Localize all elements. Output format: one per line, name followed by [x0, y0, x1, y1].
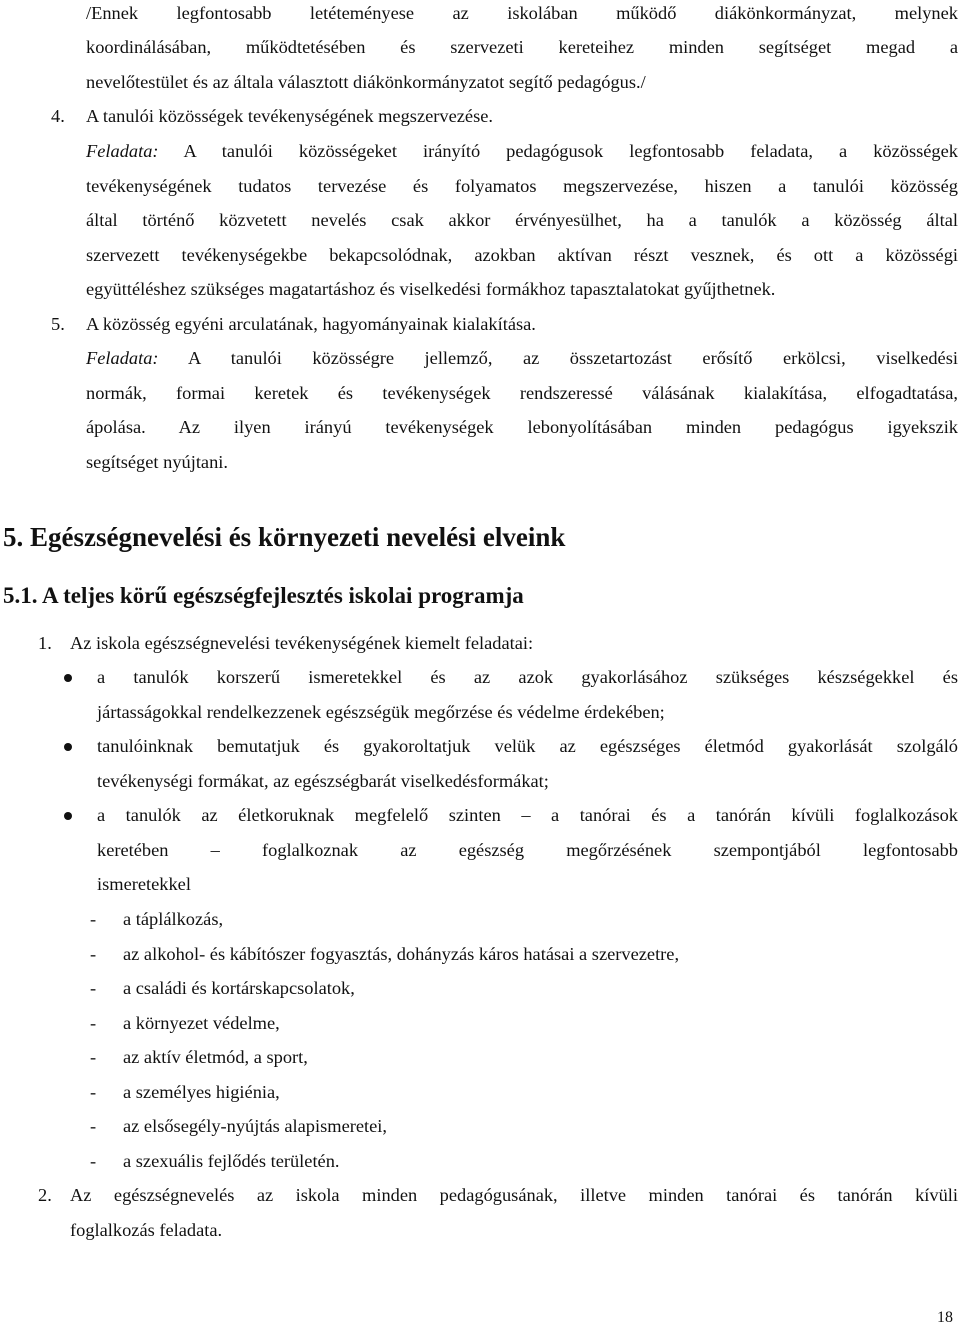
dash-marker: -	[90, 944, 97, 964]
dash-item-3: a családi és kortárskapcsolatok,	[123, 978, 355, 998]
dash-marker: -	[90, 1013, 97, 1033]
list2-line-1: Az egészségnevelés az iskola minden pedagógusának, illetve minden tanórai és tanórán kívüli	[70, 1185, 958, 1205]
dash-item-4: a környezet védelme,	[123, 1013, 280, 1033]
bullet3-line-1: a tanulók az életkoruknak megfelelő szinten – a tanórai és a tanórán kívüli foglalkozások	[97, 805, 958, 825]
dash-marker: -	[90, 1082, 97, 1102]
bullet-dot-2	[64, 743, 72, 751]
dash-item-8: a szexuális fejlődés területén.	[123, 1151, 340, 1171]
heading-section-5-1: 5.1. A teljes körű egészségfejlesztés iskolai programja	[3, 583, 524, 608]
dash-item-7: az elsősegély-nyújtás alapismeretei,	[123, 1116, 388, 1136]
dash-marker: -	[90, 1047, 97, 1067]
item4-label: Feladata:	[86, 141, 159, 161]
list1-number: 1.	[38, 633, 52, 653]
bullet-dot-1	[64, 674, 72, 682]
item4-text-3: által történő közvetett nevelés csak akkor érvényesülhet, ha a tanulók a közösség által	[86, 210, 958, 230]
dash-marker: -	[90, 1116, 97, 1136]
item5-title: A közösség egyéni arculatának, hagyományainak kialakítása.	[86, 314, 536, 334]
item5-feladata-line	[86, 347, 958, 369]
item4-text-4: szervezett tevékenységekbe bekapcsolódnak, azokban aktívan részt vesznek, és ott a közösségi	[86, 245, 958, 265]
list2-line-2: foglalkozás feladata.	[70, 1220, 223, 1240]
bullet2-line-1: tanulóinknak bemutatjuk és gyakoroltatjuk velük az egészséges életmód gyakorlását szolgáló	[97, 736, 958, 756]
dash-item-5: az aktív életmód, a sport,	[123, 1047, 308, 1067]
bullet3-line-2: keretében – foglalkoznak az egészség megőrzésének szempontjából legfontosabb	[97, 840, 958, 860]
dash-marker: -	[90, 978, 97, 998]
item5-text-3: ápolása. Az ilyen irányú tevékenységek lebonyolításában minden pedagógus igyekszik	[86, 417, 958, 437]
item5-text-2: normák, formai keretek és tevékenységek rendszeressé válásának kialakítása, elfogadtatása,	[86, 383, 958, 403]
list2-number: 2.	[38, 1185, 52, 1205]
list1-title: Az iskola egészségnevelési tevékenységének kiemelt feladatai:	[70, 633, 534, 653]
item4-text-2: tevékenységének tudatos tervezése és folyamatos megszervezése, hiszen a tanulói közösség	[86, 176, 958, 196]
intro-line-1: /Ennek legfontosabb letéteményese az iskolában működő diákönkormányzat, melynek	[86, 3, 958, 23]
item4-title: A tanulói közösségek tevékenységének megszervezése.	[86, 106, 493, 126]
item4-feladata-line	[86, 140, 958, 162]
item5-number: 5.	[51, 314, 65, 334]
item4-text-1: A tanulói közösségeket irányító pedagógusok legfontosabb feladata, a közösségek	[183, 141, 958, 161]
dash-item-1: a táplálkozás,	[123, 909, 224, 929]
dash-item-2: az alkohol- és kábítószer fogyasztás, dohányzás káros hatásai a szervezetre,	[123, 944, 680, 964]
dash-item-6: a személyes higiénia,	[123, 1082, 280, 1102]
dash-marker: -	[90, 1151, 97, 1171]
bullet1-line-1: a tanulók korszerű ismeretekkel és az azok gyakorlásához szükséges készségekkel és	[97, 667, 958, 687]
bullet-dot-3	[64, 812, 72, 820]
item4-text-5: együttéléshez szükséges magatartáshoz és viselkedési formákhoz tapasztalatokat gyűjthetnek.	[86, 279, 776, 299]
item5-label: Feladata:	[86, 348, 159, 368]
page-number: 18	[937, 1309, 953, 1326]
intro-line-3: nevelőtestület és az általa választott diákönkormányzatot segítő pedagógus./	[86, 72, 646, 92]
intro-line-2: koordinálásában, működtetésében és szervezeti kereteihez minden segítséget megad a	[86, 37, 958, 57]
bullet3-line-3: ismeretekkel	[97, 874, 191, 894]
dash-marker: -	[90, 909, 97, 929]
bullet2-line-2: tevékenységi formákat, az egészségbarát viselkedésformákat;	[97, 771, 549, 791]
item5-text-1: A tanulói közösségre jellemző, az összetartozást erősítő erkölcsi, viselkedési	[188, 348, 958, 368]
bullet1-line-2: jártasságokkal rendelkezzenek egészségük megőrzése és védelme érdekében;	[97, 702, 665, 722]
item4-number: 4.	[51, 106, 65, 126]
heading-section-5: 5. Egészségnevelési és környezeti nevelési elveink	[3, 522, 566, 552]
item5-text-4: segítséget nyújtani.	[86, 452, 228, 472]
